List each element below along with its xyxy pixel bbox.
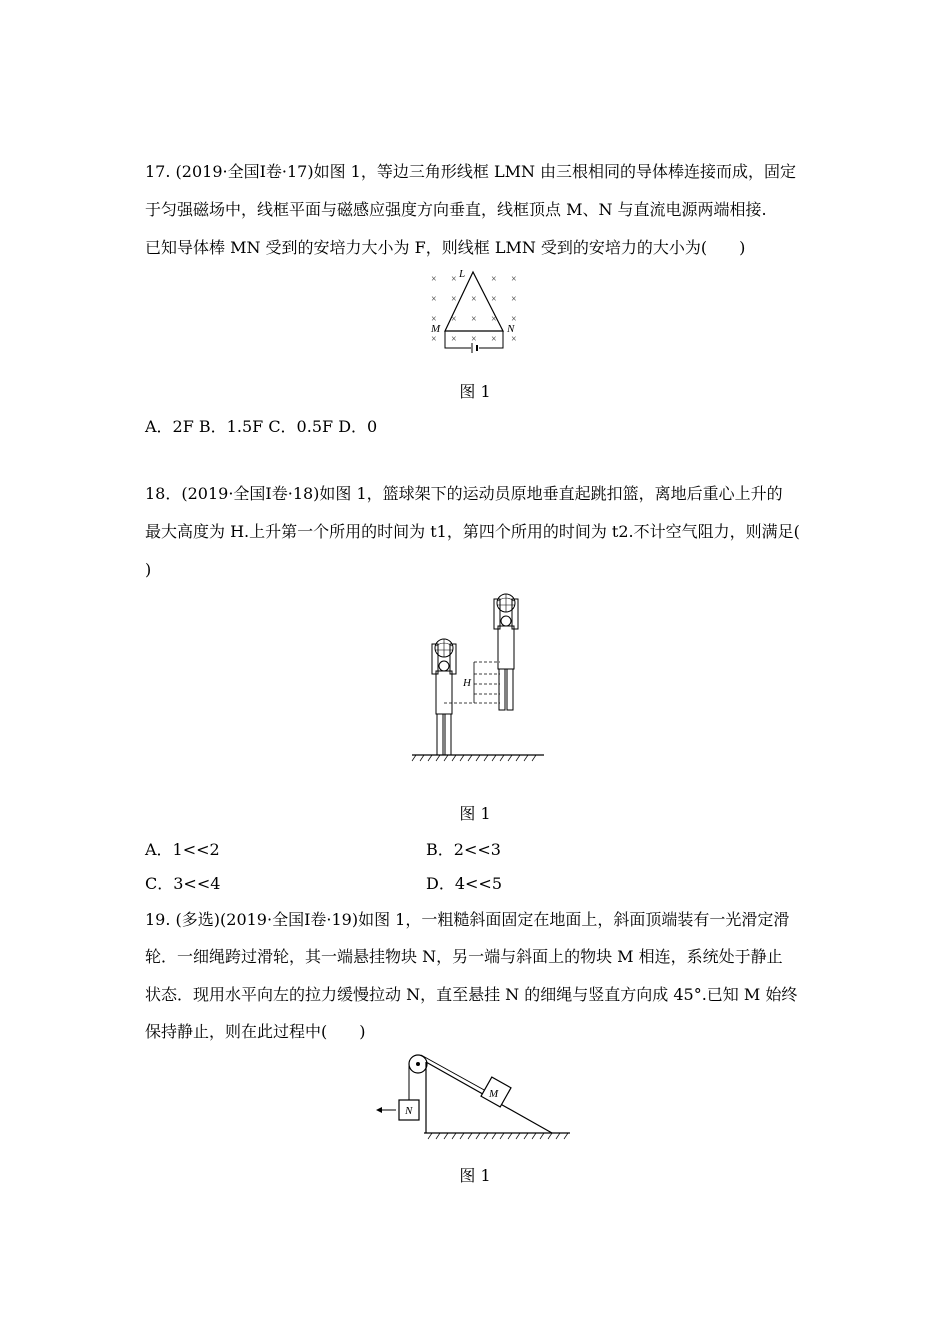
q18-figure-caption: 图 1 — [459, 804, 491, 823]
q17-figure-triangle-frame — [425, 266, 525, 356]
q17-cross: × — [471, 334, 477, 345]
q17-line-1: 17. (2019·全国Ⅰ卷·17)如图 1，等边三角形线框 LMN 由三根相同的导体棒连接而成，固定 — [145, 162, 797, 181]
q17-cross: × — [431, 314, 437, 325]
q19-line-3: 状态．现用水平向左的拉力缓慢拉动 N，直至悬挂 N 的细绳与竖直方向成 45°.已知 M 始终 — [145, 985, 798, 1004]
q17-line-2: 于匀强磁场中，线框平面与磁感应强度方向垂直，线框顶点 M、N 与直流电源两端相接. — [145, 200, 767, 219]
q17-cross: × — [451, 294, 457, 305]
q17-cross: × — [511, 314, 517, 325]
q18-option-d: D．4<<5 — [426, 874, 503, 893]
q19-label-N: N — [405, 1105, 413, 1117]
q17-cross: × — [471, 314, 477, 325]
q17-label-M: M — [431, 323, 441, 335]
q17-cross: × — [491, 314, 497, 325]
q17-options: A．2F B．1.5F C．0.5F D．0 — [145, 417, 378, 436]
q19-line-1: 19. (多选)(2019·全国Ⅰ卷·19)如图 1，一粗糙斜面固定在地面上，斜面顶端装有一光滑定滑 — [145, 910, 790, 929]
q17-cross: × — [491, 334, 497, 345]
q17-cross: × — [431, 334, 437, 345]
q17-cross: × — [471, 294, 477, 305]
q17-figure-caption: 图 1 — [459, 382, 491, 401]
q19-line-4: 保持静止，则在此过程中( ) — [145, 1022, 366, 1041]
q17-cross: × — [491, 294, 497, 305]
q17-line-3: 已知导体棒 MN 受到的安培力大小为 F，则线框 LMN 受到的安培力的大小为( ) — [145, 238, 746, 257]
q18-option-a: A．1<<2 — [145, 840, 220, 859]
q17-cross: × — [491, 274, 497, 285]
q17-cross: × — [511, 334, 517, 345]
q17-cross: × — [431, 274, 437, 285]
q17-label-L: L — [459, 268, 466, 280]
q19-figure-caption: 图 1 — [459, 1166, 491, 1185]
q18-line-2: 最大高度为 H.上升第一个所用的时间为 t1，第四个所用的时间为 t2.不计空气阻力，则满足( — [145, 522, 800, 541]
q17-cross: × — [451, 334, 457, 345]
q17-cross: × — [511, 274, 517, 285]
q19-figure-incline-pulley — [374, 1050, 574, 1142]
q17-cross: × — [431, 294, 437, 305]
q17-label-N: N — [507, 323, 515, 335]
q18-label-H: H — [463, 677, 471, 689]
q17-cross: × — [451, 314, 457, 325]
q18-line-3: ) — [145, 560, 152, 579]
q18-figure-basketball-jump — [408, 590, 548, 765]
q19-label-M: M — [489, 1088, 499, 1100]
q18-option-c: C．3<<4 — [145, 874, 221, 893]
q17-cross: × — [511, 294, 517, 305]
q18-line-1: 18．(2019·全国Ⅰ卷·18)如图 1，篮球架下的运动员原地垂直起跳扣篮，离地后重心上升的 — [145, 484, 783, 503]
q17-cross: × — [451, 274, 457, 285]
q18-option-b: B．2<<3 — [426, 840, 501, 859]
q19-line-2: 轮．一细绳跨过滑轮，其一端悬挂物块 N，另一端与斜面上的物块 M 相连，系统处于静止 — [145, 947, 783, 966]
